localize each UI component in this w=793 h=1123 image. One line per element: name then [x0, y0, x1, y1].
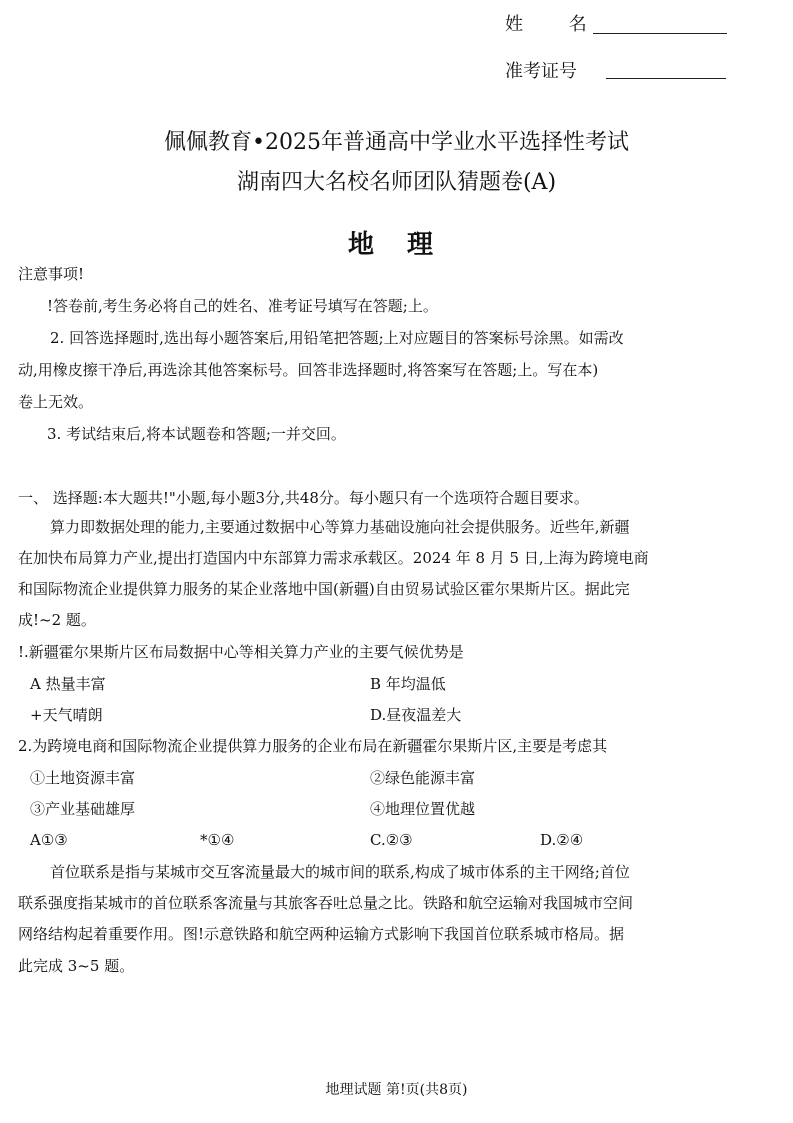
- question-1-stem: !.新疆霍尔果斯片区布局数据中心等相关算力产业的主要气候优势是: [18, 643, 464, 661]
- passage-1-line-2: 在加快布局算力产业,提出打造国内中东部算力需求承载区。2024 年 8 月 5 日,上海为跨境电商: [18, 549, 649, 567]
- question-1-option-b: B 年均温低: [370, 675, 446, 693]
- passage-1-line-4: 成!~2 题。: [18, 611, 96, 629]
- question-1-option-a: A 热量丰富: [30, 675, 106, 693]
- question-2-option-a: A①③: [30, 831, 68, 849]
- question-1-option-d: D.昼夜温差大: [370, 706, 462, 724]
- notice-heading: 注意事项!: [18, 265, 85, 283]
- exam-id-label: 准考证号: [505, 61, 577, 82]
- notice-item-2-line-2: 动,用橡皮擦干净后,再选涂其他答案标号。回答非选择题时,将答案写在答题;上。写在本): [18, 361, 599, 379]
- question-2-statement-4: ④地理位置优越: [370, 800, 476, 818]
- name-label: 姓 名: [505, 14, 607, 35]
- passage-2-line-1: 首位联系是指与某城市交互客流量最大的城市间的联系,构成了城市体系的主干网络;首位: [50, 863, 630, 881]
- question-2-statement-1: ①土地资源丰富: [30, 769, 136, 787]
- passage-2-line-4: 此完成 3~5 题。: [18, 957, 135, 975]
- notice-item-2-line-1: 2. 回答选择题时,选出每小题答案后,用铅笔把答题;上对应题目的答案标号涂黑。如需改: [50, 329, 624, 347]
- exam-subtitle: 湖南四大名校名师团队猜题卷(A): [236, 170, 557, 195]
- exam-id-field-line: [606, 78, 726, 79]
- notice-item-3: 3. 考试结束后,将本试题卷和答题;一并交回。: [47, 425, 346, 443]
- question-2-statement-2: ②绿色能源丰富: [370, 769, 476, 787]
- section-heading: 一、 选择题:本大题共!"小题,每小题3分,共48分。每小题只有一个选项符合题目要求。: [18, 489, 589, 507]
- question-1-option-c: +天气晴朗: [30, 706, 103, 724]
- passage-2-line-3: 网络结构起着重要作用。图!示意铁路和航空两种运输方式影响下我国首位联系城市格局。据: [18, 925, 625, 943]
- question-2-statement-3: ③产业基础雄厚: [30, 800, 136, 818]
- notice-item-1: !答卷前,考生务必将自己的姓名、准考证号填写在答题;上。: [47, 297, 438, 315]
- passage-1-line-1: 算力即数据处理的能力,主要通过数据中心等算力基础设施向社会提供服务。近些年,新疆: [50, 518, 630, 536]
- question-2-option-c: C.②③: [370, 831, 413, 849]
- passage-2-line-2: 联系强度指某城市的首位联系客流量与其旅客吞吐总量之比。铁路和航空运输对我国城市空间: [18, 894, 634, 912]
- passage-1-line-3: 和国际物流企业提供算力服务的某企业落地中国(新疆)自由贸易试验区霍尔果斯片区。据此完: [18, 580, 630, 598]
- question-2-stem: 2.为跨境电商和国际物流企业提供算力服务的企业布局在新疆霍尔果斯片区,主要是考虑其: [18, 737, 608, 755]
- question-2-option-b: *①④: [200, 831, 235, 849]
- subject-title: 地 理: [347, 230, 446, 260]
- name-field-line: [593, 33, 727, 34]
- exam-title: 佩佩教育•2025年普通高中学业水平选择性考试: [164, 130, 629, 155]
- page-footer: 地理试题 第!页(共8页): [325, 1082, 468, 1098]
- notice-item-2-line-3: 卷上无效。: [18, 393, 94, 411]
- question-2-option-d: D.②④: [540, 831, 584, 849]
